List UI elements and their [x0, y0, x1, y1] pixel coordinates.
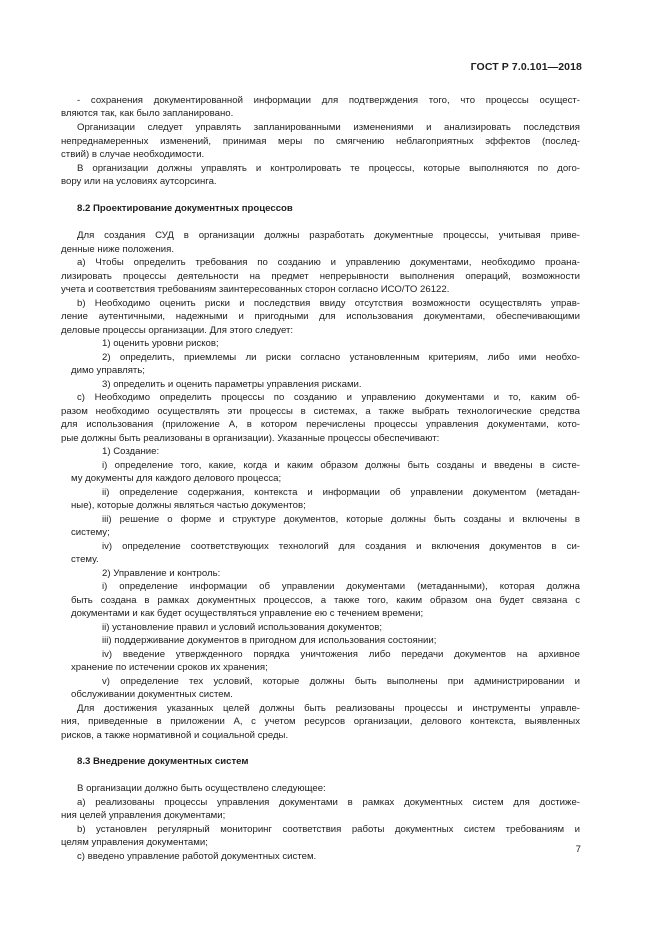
- list-item: 2) определить, приемлемы ли риски согласно установленным критериям, либо ими необхо-: [102, 352, 580, 363]
- list-item: iii) решение о форме и структуре документов, которые должны быть созданы и включены в: [102, 514, 580, 525]
- text-line: вору или на условиях аутсорсинга.: [61, 176, 217, 187]
- text-line: b) Необходимо оценить риски и последствия ввиду отсутствия возможности осуществлять управ-: [77, 298, 580, 309]
- list-item: ii) установление правил и условий использования документов;: [102, 622, 383, 633]
- text-line: вляются так, как было запланировано.: [61, 108, 234, 119]
- text-line: ния, приведенные в приложении А, с учетом ресурсов организации, делового контекста, выявленных: [61, 716, 580, 727]
- list-item: 1) Создание:: [102, 446, 160, 457]
- text-line: - сохранения документированной информации для подтверждения того, что процессы осущест-: [77, 95, 580, 106]
- text-line: ствий) в случае необходимости.: [61, 149, 205, 160]
- document-header: ГОСТ Р 7.0.101—2018: [470, 61, 582, 73]
- text-line: учета и соответствия требованиям заинтересованных сторон согласно ИСО/ТО 26122.: [61, 284, 450, 295]
- text-line: ные), которые должны являться частью документов;: [71, 500, 306, 511]
- text-line: димо управлять;: [71, 365, 145, 376]
- text-line: лизировать процессы деятельности на предмет непрерывности выполнения операций, возможности: [61, 271, 580, 282]
- text-line: рисков, а также нормативной и социальной среды.: [61, 730, 289, 741]
- list-item: v) определение тех условий, которые должны быть выполнены при администрировании и: [102, 676, 580, 687]
- text-line: c) введено управление работой документных систем.: [77, 851, 317, 862]
- section-heading-8-3: 8.3 Внедрение документных систем: [77, 756, 249, 767]
- text-line: хранение по истечении сроков их хранения;: [71, 662, 268, 673]
- text-line: деловые процессы организации. Для этого следует:: [61, 325, 294, 336]
- text-line: а) реализованы процессы управления документами в рамках документных систем для достиже-: [77, 797, 580, 808]
- list-item: 3) определить и оценить параметры управления рисками.: [102, 379, 362, 390]
- page-number: 7: [575, 844, 581, 855]
- text-line: Для достижения указанных целей должны быть реализованы процессы и инструменты управле-: [77, 703, 580, 714]
- list-item: iv) определение соответствующих технологий для создания и включения документов в си-: [102, 541, 580, 552]
- section-heading-8-2: 8.2 Проектирование документных процессов: [77, 203, 293, 214]
- list-item: iv) введение утвержденного порядка уничтожения либо передачи документов на архивное: [102, 649, 580, 660]
- list-item: i) определение информации об управлении документами (метаданными), которая должна: [102, 581, 580, 592]
- text-line: а) Чтобы определить требования по созданию и управлению документами, необходимо проана-: [77, 257, 580, 268]
- text-line: ление аутентичными, надежными и пригодными для использования документами, обеспечивающими: [61, 311, 580, 322]
- text-line: Для создания СУД в организации должны разработать документные процессы, учитывая приве-: [77, 230, 580, 241]
- text-line: ния целей управления документами;: [61, 810, 226, 821]
- text-line: денные ниже положения.: [61, 244, 175, 255]
- text-line: для использования (приложение А, в котором перечислены процессы управления документами, кото-: [61, 419, 580, 430]
- text-line: b) установлен регулярный мониторинг соответствия работы документных систем требованиям и: [77, 824, 580, 835]
- text-line: документами и как будет осуществляться управление ею с течением времени;: [71, 608, 424, 619]
- text-line: c) Необходимо определить процессы по созданию и управлению документами и то, каким об-: [77, 392, 580, 403]
- list-item: ii) определение содержания, контекста и информации об управлении документом (метадан-: [102, 487, 580, 498]
- text-line: разом необходимо осуществлять эти процессы в системах, а также выбрать технологические средства: [61, 406, 580, 417]
- list-item: i) определение того, какие, когда и каким образом должны быть созданы и введены в систе-: [102, 460, 580, 471]
- list-item: 1) оценить уровни рисков;: [102, 338, 219, 349]
- text-line: систему;: [71, 527, 110, 538]
- text-line: целям управления документами;: [61, 837, 208, 848]
- text-line: В организации должны управлять и контролировать те процессы, которые выполняются по дого-: [77, 163, 580, 174]
- text-line: В организации должно быть осуществлено следующее:: [77, 783, 326, 794]
- text-line: му документы для каждого делового процесса;: [71, 473, 282, 484]
- list-item: 2) Управление и контроль:: [102, 568, 221, 579]
- text-line: стему.: [71, 554, 99, 565]
- text-line: Организации следует управлять запланированными изменениями и анализировать последствия: [77, 122, 580, 133]
- text-line: обслуживании документных систем.: [71, 689, 233, 700]
- list-item: iii) поддерживание документов в пригодном для использования состоянии;: [102, 635, 437, 646]
- text-line: рые должны быть реализованы в организации). Указанные процессы обеспечивают:: [61, 433, 440, 444]
- text-line: быть создана в рамках документных процессов, а также того, каким образом она будет связана с: [71, 595, 580, 606]
- text-line: непреднамеренных изменений, принимая меры по смягчению неблагоприятных эффектов (послед-: [61, 136, 580, 147]
